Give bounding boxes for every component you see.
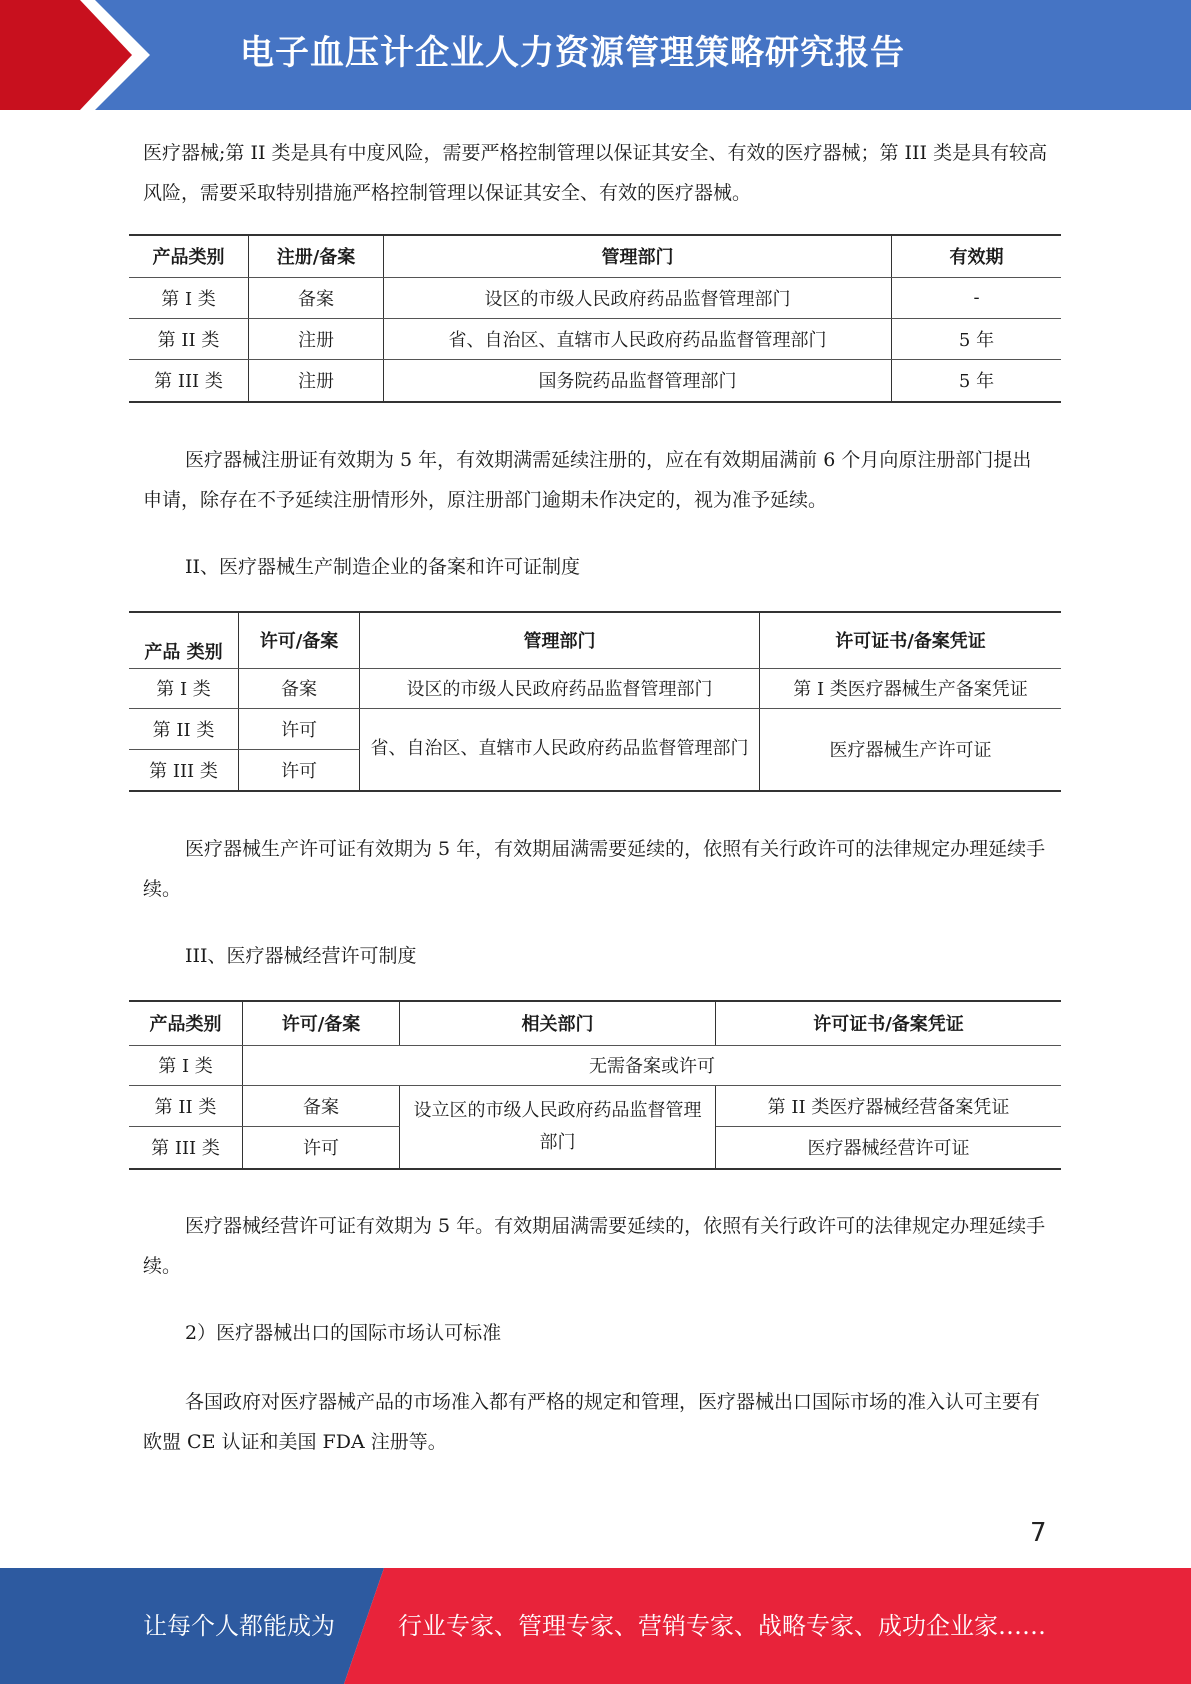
table-cell: 许可	[239, 708, 360, 749]
table-header: 产品 类别	[129, 612, 239, 668]
table-cell: 第 III 类	[129, 749, 239, 791]
table-cell: 5 年	[892, 318, 1062, 359]
table-row	[129, 277, 1061, 318]
table-cell: 许可	[239, 749, 360, 791]
table-header: 许可证书/备案凭证	[716, 1001, 1062, 1045]
registration-validity-paragraph: 医疗器械注册证有效期为 5 年，有效期满需延续注册的，应在有效期届满前 6 个月向原注册部门提出申请，除存在不予延续注册情形外，原注册部门逾期未作决定的，视为准予延续。	[143, 449, 1032, 511]
table-cell: 第 I 类	[129, 1045, 243, 1085]
table-cell: 第 I 类	[129, 277, 249, 318]
table-cell: 无需备案或许可	[243, 1045, 1062, 1085]
report-title: 电子血压计企业人力资源管理策略研究报告	[240, 33, 905, 73]
merged-certificate-cell: 医疗器械生产许可证	[760, 708, 1062, 791]
table-header: 产品类别	[129, 1001, 243, 1045]
red-arrow-icon	[0, 0, 160, 110]
table-cell: 国务院药品监督管理部门	[384, 359, 892, 402]
table-row	[129, 708, 1061, 749]
merged-department-cell: 省、自治区、直辖市人民政府药品监督管理部门	[360, 708, 760, 791]
footer-banner	[0, 1568, 1191, 1684]
table-row	[129, 668, 1061, 708]
registration-table	[129, 234, 1061, 403]
market-access-paragraph: 各国政府对医疗器械产品的市场准入都有严格的规定和管理，医疗器械出口国际市场的准入认可主要有欧盟 CE 认证和美国 FDA 注册等。	[143, 1391, 1041, 1453]
table-row	[129, 318, 1061, 359]
footer-slogan-right: 行业专家、管理专家、营销专家、战略专家、成功企业家……	[398, 1612, 1046, 1640]
table-cell: 医疗器械经营许可证	[716, 1126, 1062, 1169]
table-cell: 许可	[243, 1126, 400, 1169]
table-header-row	[129, 235, 1061, 277]
table-cell: 备案	[243, 1085, 400, 1126]
page-number: 7	[1030, 1518, 1047, 1548]
intro-paragraph: 医疗器械;第 II 类是具有中度风险，需要严格控制管理以保证其安全、有效的医疗器械；第 III 类是具有较高风险，需要采取特别措施严格控制管理以保证其安全、有效的医疗器械。	[143, 142, 1048, 204]
table-header: 管理部门	[384, 235, 892, 277]
section-heading: III、医疗器械经营许可制度	[185, 945, 417, 967]
table-cell: 设区的市级人民政府药品监督管理部门	[360, 668, 760, 708]
table-cell: 第 I 类	[129, 668, 239, 708]
table-cell: 第 II 类医疗器械经营备案凭证	[716, 1085, 1062, 1126]
table-cell: 第 III 类	[129, 359, 249, 402]
table-cell: 第 II 类	[129, 318, 249, 359]
table-row	[129, 359, 1061, 402]
business-license-table	[129, 1000, 1061, 1170]
business-license-paragraph: 医疗器械经营许可证有效期为 5 年。有效期届满需要延续的，依照有关行政许可的法律规定办理延续手续。	[143, 1215, 1046, 1277]
table-header: 产品类别	[129, 235, 249, 277]
table-cell: 第 III 类	[129, 1126, 243, 1169]
production-license-paragraph: 医疗器械生产许可证有效期为 5 年，有效期届满需要延续的，依照有关行政许可的法律规定办理延续手续。	[143, 838, 1046, 900]
table-header: 注册/备案	[249, 235, 384, 277]
table-cell: 备案	[249, 277, 384, 318]
table-header: 有效期	[892, 235, 1062, 277]
table-cell: 第 II 类	[129, 1085, 243, 1126]
table-row	[129, 1045, 1061, 1085]
table-row	[129, 1085, 1061, 1126]
table-cell: 第 I 类医疗器械生产备案凭证	[760, 668, 1062, 708]
table-cell: 设区的市级人民政府药品监督管理部门	[384, 277, 892, 318]
table-header: 管理部门	[360, 612, 760, 668]
section-heading: 2）医疗器械出口的国际市场认可标准	[185, 1322, 502, 1344]
table-header-row	[129, 612, 1061, 668]
table-header: 许可/备案	[243, 1001, 400, 1045]
table-cell: 省、自治区、直辖市人民政府药品监督管理部门	[384, 318, 892, 359]
table-cell: 5 年	[892, 359, 1062, 402]
table-cell: 第 II 类	[129, 708, 239, 749]
table-header: 许可/备案	[239, 612, 360, 668]
table-header: 许可证书/备案凭证	[760, 612, 1062, 668]
footer-slogan-left: 让每个人都能成为	[143, 1612, 335, 1640]
table-cell: 注册	[249, 318, 384, 359]
table-cell: 注册	[249, 359, 384, 402]
header-banner	[0, 0, 1191, 110]
production-license-table	[129, 611, 1061, 792]
merged-department-cell: 设立区的市级人民政府药品监督管理部门	[400, 1085, 716, 1169]
table-header-row	[129, 1001, 1061, 1045]
table-header: 相关部门	[400, 1001, 716, 1045]
section-heading: II、医疗器械生产制造企业的备案和许可证制度	[185, 556, 581, 578]
table-cell: 备案	[239, 668, 360, 708]
table-cell: -	[892, 277, 1062, 318]
